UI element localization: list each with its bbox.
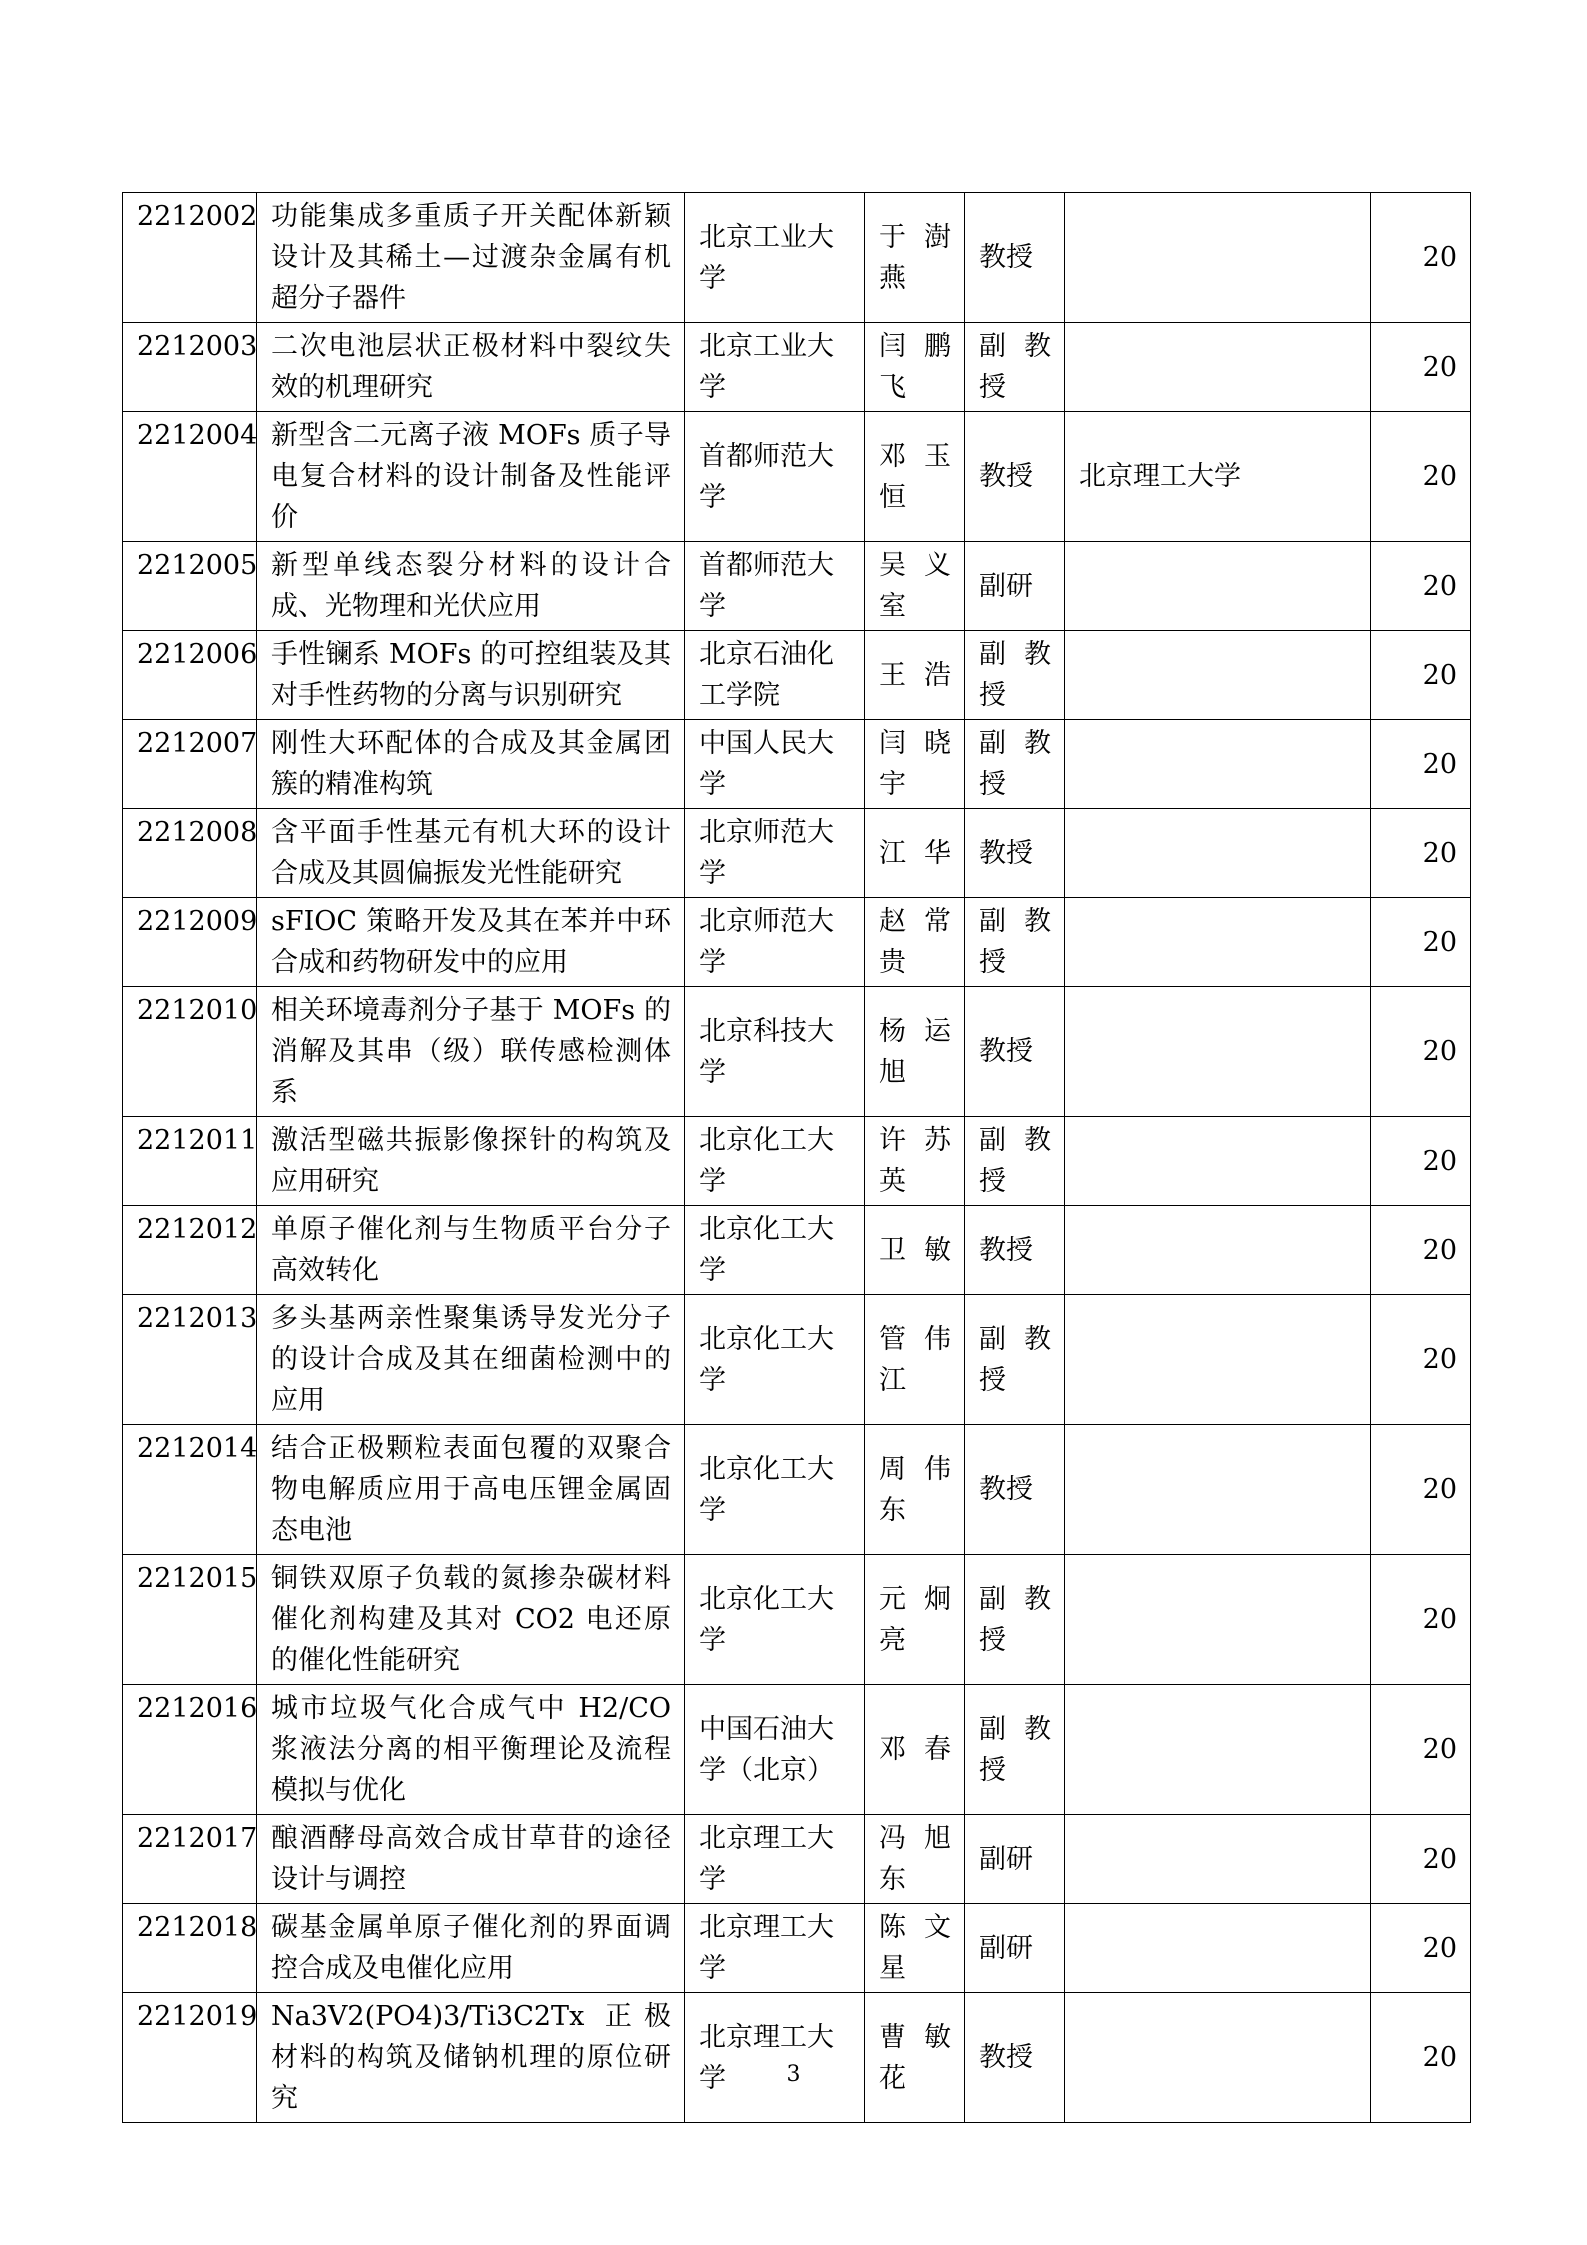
partner-institution-cell [1065, 987, 1371, 1117]
principal-investigator-cell: 冯旭东 [865, 1815, 965, 1904]
project-title-cell: 手性镧系 MOFs 的可控组装及其对手性药物的分离与识别研究 [257, 631, 685, 720]
funding-amount-cell: 20 [1371, 1685, 1471, 1815]
project-id-cell: 2212002 [123, 193, 257, 323]
title-rank-cell: 教授 [965, 987, 1065, 1117]
principal-investigator-cell: 邓玉恒 [865, 412, 965, 542]
project-title-cell: 铜铁双原子负载的氮掺杂碳材料催化剂构建及其对 CO2 电还原的催化性能研究 [257, 1555, 685, 1685]
project-title-cell: 功能集成多重质子开关配体新颖设计及其稀土—过渡杂金属有机超分子器件 [257, 193, 685, 323]
table-row [123, 1685, 1471, 1815]
institution-cell: 中国人民大学 [685, 720, 865, 809]
funding-amount-cell: 20 [1371, 542, 1471, 631]
partner-institution-cell [1065, 1425, 1371, 1555]
project-id-cell: 2212009 [123, 898, 257, 987]
institution-cell: 北京师范大学 [685, 809, 865, 898]
title-rank-cell: 副教授 [965, 1685, 1065, 1815]
project-id-cell: 2212018 [123, 1904, 257, 1993]
project-title-cell: 结合正极颗粒表面包覆的双聚合物电解质应用于高电压锂金属固态电池 [257, 1425, 685, 1555]
project-title-cell: 多头基两亲性聚集诱导发光分子的设计合成及其在细菌检测中的应用 [257, 1295, 685, 1425]
funding-amount-cell: 20 [1371, 631, 1471, 720]
institution-cell: 北京科技大学 [685, 987, 865, 1117]
institution-cell: 北京师范大学 [685, 898, 865, 987]
project-id-cell: 2212014 [123, 1425, 257, 1555]
funding-amount-cell: 20 [1371, 323, 1471, 412]
title-rank-cell: 教授 [965, 1993, 1065, 2123]
funding-amount-cell: 20 [1371, 412, 1471, 542]
institution-cell: 首都师范大学 [685, 412, 865, 542]
project-title-cell: 相关环境毒剂分子基于 MOFs 的消解及其串（级）联传感检测体系 [257, 987, 685, 1117]
partner-institution-cell [1065, 720, 1371, 809]
table-row [123, 193, 1471, 323]
project-id-cell: 2212007 [123, 720, 257, 809]
table-row [123, 1555, 1471, 1685]
project-table [122, 192, 1471, 2123]
table-row [123, 987, 1471, 1117]
title-rank-cell: 副教授 [965, 1117, 1065, 1206]
title-rank-cell: 副教授 [965, 631, 1065, 720]
table-row [123, 631, 1471, 720]
table-row [123, 1993, 1471, 2123]
table-row [123, 412, 1471, 542]
institution-cell: 北京化工大学 [685, 1206, 865, 1295]
project-title-cell: 新型含二元离子液 MOFs 质子导电复合材料的设计制备及性能评价 [257, 412, 685, 542]
title-rank-cell: 教授 [965, 1425, 1065, 1555]
project-title-cell: 含平面手性基元有机大环的设计合成及其圆偏振发光性能研究 [257, 809, 685, 898]
table-row [123, 1295, 1471, 1425]
institution-cell: 中国石油大学（北京） [685, 1685, 865, 1815]
partner-institution-cell [1065, 1117, 1371, 1206]
principal-investigator-cell: 吴义室 [865, 542, 965, 631]
project-id-cell: 2212004 [123, 412, 257, 542]
table-row [123, 323, 1471, 412]
partner-institution-cell [1065, 1685, 1371, 1815]
funding-amount-cell: 20 [1371, 1993, 1471, 2123]
table-row [123, 1815, 1471, 1904]
principal-investigator-cell: 陈文星 [865, 1904, 965, 1993]
funding-amount-cell: 20 [1371, 809, 1471, 898]
principal-investigator-cell: 周伟东 [865, 1425, 965, 1555]
principal-investigator-cell: 管伟江 [865, 1295, 965, 1425]
project-title-cell: 二次电池层状正极材料中裂纹失效的机理研究 [257, 323, 685, 412]
partner-institution-cell [1065, 1904, 1371, 1993]
institution-cell: 北京化工大学 [685, 1555, 865, 1685]
partner-institution-cell [1065, 1993, 1371, 2123]
institution-cell: 北京理工大学 [685, 1993, 865, 2123]
table-row [123, 809, 1471, 898]
title-rank-cell: 教授 [965, 1206, 1065, 1295]
funding-amount-cell: 20 [1371, 193, 1471, 323]
funding-amount-cell: 20 [1371, 1117, 1471, 1206]
institution-cell: 北京工业大学 [685, 193, 865, 323]
principal-investigator-cell: 许苏英 [865, 1117, 965, 1206]
principal-investigator-cell: 曹敏花 [865, 1993, 965, 2123]
project-title-cell: 新型单线态裂分材料的设计合成、光物理和光伏应用 [257, 542, 685, 631]
project-id-cell: 2212012 [123, 1206, 257, 1295]
funding-amount-cell: 20 [1371, 898, 1471, 987]
project-title-cell: 刚性大环配体的合成及其金属团簇的精准构筑 [257, 720, 685, 809]
principal-investigator-cell: 元炯亮 [865, 1555, 965, 1685]
funding-amount-cell: 20 [1371, 1295, 1471, 1425]
title-rank-cell: 副教授 [965, 720, 1065, 809]
page-number: 3 [786, 2062, 801, 2087]
project-id-cell: 2212015 [123, 1555, 257, 1685]
project-title-cell: 碳基金属单原子催化剂的界面调控合成及电催化应用 [257, 1904, 685, 1993]
institution-cell: 北京工业大学 [685, 323, 865, 412]
principal-investigator-cell: 卫敏 [865, 1206, 965, 1295]
partner-institution-cell [1065, 631, 1371, 720]
principal-investigator-cell: 王浩 [865, 631, 965, 720]
funding-amount-cell: 20 [1371, 987, 1471, 1117]
project-id-cell: 2212016 [123, 1685, 257, 1815]
project-title-cell: Na3V2(PO4)3/Ti3C2Tx 正极材料的构筑及储钠机理的原位研究 [257, 1993, 685, 2123]
principal-investigator-cell: 闫晓宇 [865, 720, 965, 809]
project-title-cell: 城市垃圾气化合成气中 H2/CO 浆液法分离的相平衡理论及流程模拟与优化 [257, 1685, 685, 1815]
title-rank-cell: 副研 [965, 542, 1065, 631]
institution-cell: 北京化工大学 [685, 1117, 865, 1206]
title-rank-cell: 教授 [965, 193, 1065, 323]
partner-institution-cell [1065, 1295, 1371, 1425]
project-id-cell: 2212005 [123, 542, 257, 631]
project-id-cell: 2212003 [123, 323, 257, 412]
title-rank-cell: 副教授 [965, 898, 1065, 987]
partner-institution-cell [1065, 809, 1371, 898]
title-rank-cell: 副教授 [965, 1295, 1065, 1425]
title-rank-cell: 副研 [965, 1815, 1065, 1904]
partner-institution-cell [1065, 1815, 1371, 1904]
principal-investigator-cell: 杨运旭 [865, 987, 965, 1117]
project-title-cell: 酿酒酵母高效合成甘草苷的途径设计与调控 [257, 1815, 685, 1904]
project-id-cell: 2212010 [123, 987, 257, 1117]
project-id-cell: 2212008 [123, 809, 257, 898]
project-id-cell: 2212019 [123, 1993, 257, 2123]
title-rank-cell: 副研 [965, 1904, 1065, 1993]
funding-amount-cell: 20 [1371, 1425, 1471, 1555]
project-title-cell: sFIOC 策略开发及其在苯并中环合成和药物研发中的应用 [257, 898, 685, 987]
funding-amount-cell: 20 [1371, 1904, 1471, 1993]
title-rank-cell: 教授 [965, 412, 1065, 542]
principal-investigator-cell: 邓春 [865, 1685, 965, 1815]
partner-institution-cell [1065, 193, 1371, 323]
institution-cell: 北京理工大学 [685, 1904, 865, 1993]
project-title-cell: 激活型磁共振影像探针的构筑及应用研究 [257, 1117, 685, 1206]
project-id-cell: 2212017 [123, 1815, 257, 1904]
title-rank-cell: 教授 [965, 809, 1065, 898]
funding-amount-cell: 20 [1371, 1206, 1471, 1295]
project-id-cell: 2212013 [123, 1295, 257, 1425]
table-row [123, 1904, 1471, 1993]
principal-investigator-cell: 赵常贵 [865, 898, 965, 987]
institution-cell: 北京化工大学 [685, 1295, 865, 1425]
partner-institution-cell [1065, 542, 1371, 631]
table-row [123, 720, 1471, 809]
principal-investigator-cell: 于澍燕 [865, 193, 965, 323]
partner-institution-cell [1065, 1555, 1371, 1685]
title-rank-cell: 副教授 [965, 323, 1065, 412]
project-id-cell: 2212011 [123, 1117, 257, 1206]
principal-investigator-cell: 闫鹏飞 [865, 323, 965, 412]
table-row [123, 1117, 1471, 1206]
partner-institution-cell: 北京理工大学 [1065, 412, 1371, 542]
funding-amount-cell: 20 [1371, 1555, 1471, 1685]
table-row [123, 1425, 1471, 1555]
funding-amount-cell: 20 [1371, 1815, 1471, 1904]
principal-investigator-cell: 江华 [865, 809, 965, 898]
funding-amount-cell: 20 [1371, 720, 1471, 809]
partner-institution-cell [1065, 898, 1371, 987]
institution-cell: 北京理工大学 [685, 1815, 865, 1904]
table-row [123, 1206, 1471, 1295]
partner-institution-cell [1065, 1206, 1371, 1295]
title-rank-cell: 副教授 [965, 1555, 1065, 1685]
institution-cell: 首都师范大学 [685, 542, 865, 631]
partner-institution-cell [1065, 323, 1371, 412]
project-id-cell: 2212006 [123, 631, 257, 720]
institution-cell: 北京石油化工学院 [685, 631, 865, 720]
table-row [123, 898, 1471, 987]
table-row [123, 542, 1471, 631]
project-title-cell: 单原子催化剂与生物质平台分子高效转化 [257, 1206, 685, 1295]
table-body [123, 193, 1471, 2123]
institution-cell: 北京化工大学 [685, 1425, 865, 1555]
